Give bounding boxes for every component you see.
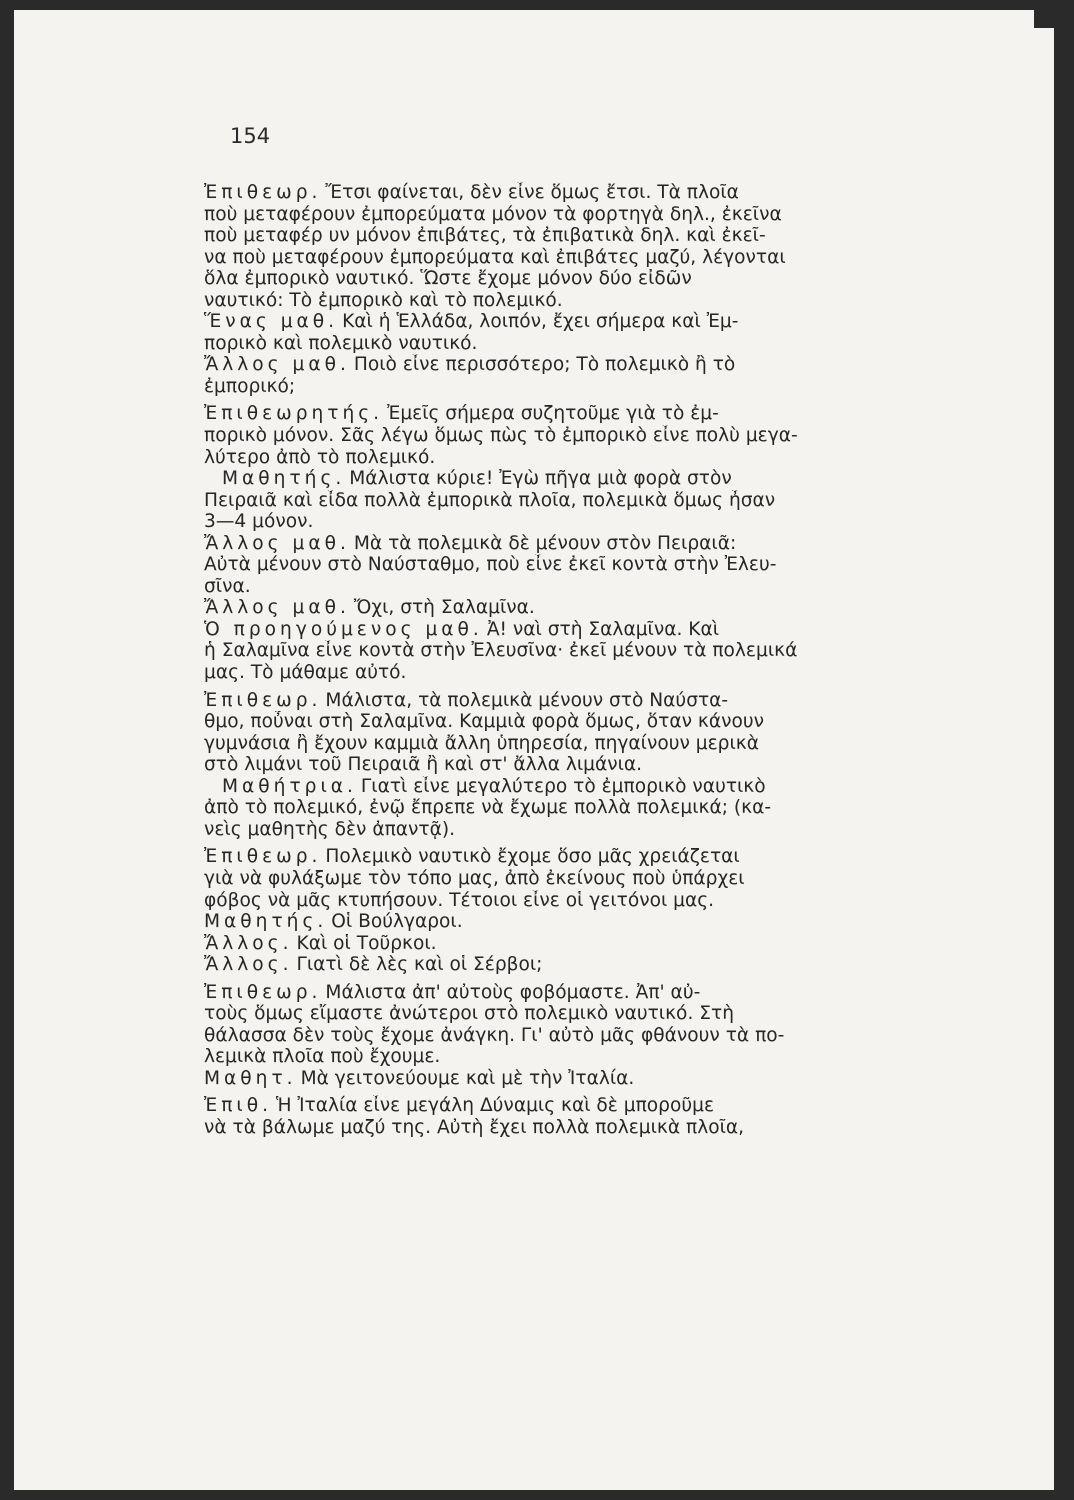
text-line [204, 311, 954, 333]
line-text: Μάλιστα, τὰ πολεμικὰ μένουν στὸ Ναύστα- [325, 689, 729, 711]
text-line [204, 819, 954, 841]
line-text: ἐμπορικό; [204, 375, 296, 397]
line-text: ἀπὸ τὸ πολεμικό, ἐνῷ ἔπρεπε νὰ ἔχωμε πολλὰ πολεμικά; (κα- [204, 797, 772, 819]
text-line [204, 619, 954, 641]
speaker-label: Ἐπιθεωρητής. [204, 403, 384, 425]
line-text: Οἱ Βούλγαροι. [331, 911, 463, 933]
text-line [204, 868, 954, 890]
text-line [204, 1068, 954, 1090]
text-line [204, 1117, 954, 1139]
text-line [204, 954, 954, 976]
text-line [204, 776, 954, 798]
line-text: νεὶς μαθητὴς δὲν ἀπαντᾷ). [204, 818, 456, 840]
speaker-label: Ἄλλος. [204, 954, 293, 976]
line-text: Πολεμικὸ ναυτικὸ ἔχομε ὅσο μᾶς χρειάζεται [325, 846, 740, 868]
line-text: Μάλιστα ἀπ' αὐτοὺς φοβόμαστε. Ἀπ' αὐ- [325, 981, 701, 1003]
speaker-label: Ὁ προηγούμενος μαθ. [204, 618, 483, 640]
line-text: Μὰ γειτονεύουμε καὶ μὲ τὴν Ἰταλία. [300, 1067, 635, 1089]
text-line [204, 711, 954, 733]
speaker-label: Ἐπιθεωρ. [204, 182, 322, 203]
line-text: Πειραιᾶ καὶ εἶδα πολλὰ ἐμπορικὰ πλοῖα, πολεμικὰ ὅμως ἦσαν [204, 489, 776, 511]
line-text: Καὶ οἱ Τοῦρκοι. [296, 932, 437, 954]
speaker-label: Ἐπιθεωρ. [204, 846, 322, 868]
speaker-label: Ἄλλος μαθ. [204, 597, 350, 619]
scanned-page [14, 10, 1054, 1490]
scan-border-corner [1034, 10, 1054, 28]
line-text: πορικὸ μόνον. Σᾶς λέγω ὅμως πὼς τὸ ἐμπορικὸ εἶνε πολὺ μεγα- [204, 425, 798, 447]
text-line [204, 425, 954, 447]
text-line [204, 511, 954, 533]
line-text: ὅλα ἐμπορικὸ ναυτικό. Ὥστε ἔχομε μόνον δύο εἰδῶν [204, 268, 692, 290]
line-text: λεμικὰ πλοῖα ποὺ ἔχουμε. [204, 1046, 441, 1068]
page-number: 154 [230, 124, 271, 148]
line-text: θμο, ποὖναι στὴ Σαλαμῖνα. Καμμιὰ φορὰ ὅμως, ὅταν κάνουν [204, 711, 765, 733]
text-line [204, 290, 954, 312]
line-text: θάλασσα δὲν τοὺς ἔχομε ἀνάγκη. Γι' αὐτὸ μᾶς φθάνουν τὰ πο- [204, 1024, 785, 1046]
speaker-label: Ἕνας μαθ. [204, 311, 339, 333]
text-line [204, 933, 954, 955]
text-line [204, 754, 954, 776]
line-text: Καὶ ἡ Ἑλλάδα, λοιπόν, ἔχει σήμερα καὶ Ἐμ- [342, 311, 739, 333]
speaker-label: Ἐπιθεωρ. [204, 981, 322, 1003]
speaker-label: Μαθητής. [222, 468, 346, 490]
line-text: να ποὺ μεταφέρουν ἐμπορεύματα καὶ ἐπιβάτες μαζύ, λέγονται [204, 246, 786, 268]
line-text: Μάλιστα κύριε! Ἐγὼ πῆγα μιὰ φορὰ στὸν [349, 468, 732, 490]
line-text: φόβος νὰ μᾶς κτυπήσουν. Τέτοιοι εἶνε οἱ γειτόνοι μας. [204, 889, 715, 911]
text-line [204, 982, 954, 1004]
line-text: γιὰ νὰ φυλάξωμε τὸν τόπο μας, ἀπὸ ἐκείνους ποὺ ὑπάρχει [204, 867, 745, 889]
speaker-label: Μαθητ. [204, 1067, 297, 1089]
text-line [204, 911, 954, 933]
speaker-label: Ἐπιθ. [204, 1095, 272, 1117]
line-text: Γιατὶ εἶνε μεγαλύτερο τὸ ἐμπορικὸ ναυτικὸ [360, 775, 766, 797]
speaker-label: Ἄλλος μαθ. [204, 354, 350, 376]
text-line [204, 268, 954, 290]
line-text: 3—4 μόνον. [204, 511, 314, 533]
line-text: Γιατὶ δὲ λὲς καὶ οἱ Σέρβοι; [296, 954, 543, 976]
line-text: λύτερο ἀπὸ τὸ πολεμικό. [204, 446, 436, 468]
line-text: Ἀ! ναὶ στὴ Σαλαμῖνα. Καὶ [486, 618, 720, 640]
text-line [204, 733, 954, 755]
text-line [204, 640, 954, 662]
text-line [204, 690, 954, 712]
text-line [204, 447, 954, 469]
text-line [204, 1025, 954, 1047]
text-line [204, 490, 954, 512]
speaker-label: Μαθήτρια. [222, 775, 357, 797]
speaker-label: Ἐπιθεωρ. [204, 689, 322, 711]
line-text: τοὺς ὅμως εἴμαστε ἀνώτεροι στὸ πολεμικὸ ναυτικό. Στὴ [204, 1003, 734, 1025]
text-line [204, 468, 954, 490]
speaker-label: Ἄλλος. [204, 932, 293, 954]
line-text: πορικὸ καὶ πολεμικὸ ναυτικό. [204, 332, 478, 354]
line-text: στὸ λιμάνι τοῦ Πειραιᾶ ἢ καὶ στ' ἄλλα λιμάνια. [204, 754, 643, 776]
text-line [204, 354, 954, 376]
line-text: νὰ τὰ βάλωμε μαζύ της. Αὐτὴ ἔχει πολλὰ πολεμικὰ πλοῖα, [204, 1116, 745, 1138]
text-line [204, 403, 954, 425]
speaker-label: Ἄλλος μαθ. [204, 532, 350, 554]
text-line [204, 576, 954, 598]
line-text: ποὺ μεταφέρ υν μόνον ἐπιβάτες, τὰ ἐπιβατικὰ δηλ. καὶ ἐκεῖ- [204, 225, 766, 247]
text-line [204, 1003, 954, 1025]
line-text: ναυτικό: Τὸ ἐμπορικὸ καὶ τὸ πολεμικό. [204, 289, 563, 311]
text-line [204, 554, 954, 576]
line-text: Ὄχι, στὴ Σαλαμῖνα. [353, 597, 535, 619]
text-line [204, 797, 954, 819]
text-line [204, 1095, 954, 1117]
line-text: Αὐτὰ μένουν στὸ Ναύσταθμο, ποὺ εἶνε ἐκεῖ κοντὰ στὴν Ἐλευ- [204, 554, 777, 576]
line-text: μας. Τὸ μάθαμε αὐτό. [204, 662, 407, 684]
text-line [204, 846, 954, 868]
text-line [204, 662, 954, 684]
speaker-label: Μαθητής. [204, 911, 328, 933]
text-line [204, 225, 954, 247]
text-line [204, 204, 954, 226]
line-text: Ἔτσι φαίνεται, δὲν εἶνε ὅμως ἔτσι. Τὰ πλοῖα [325, 182, 739, 203]
line-text: ποὺ μεταφέρουν ἐμπορεύματα μόνον τὰ φορτηγὰ δηλ., ἐκεῖνα [204, 203, 782, 225]
dialogue-text [204, 182, 954, 1139]
text-line [204, 333, 954, 355]
line-text: Ἡ Ἰταλία εἶνε μεγάλη Δύναμις καὶ δὲ μποροῦμε [276, 1095, 714, 1117]
text-line [204, 890, 954, 912]
line-text: γυμνάσια ἢ ἔχουν καμμιὰ ἄλλη ὑπηρεσία, πηγαίνουν μερικὰ [204, 732, 759, 754]
line-text: Ἐμεῖς σήμερα συζητοῦμε γιὰ τὸ ἐμ- [387, 403, 719, 425]
line-text: σῖνα. [204, 575, 251, 597]
text-line [204, 1046, 954, 1068]
text-line [204, 533, 954, 555]
text-line [204, 247, 954, 269]
text-line [204, 182, 954, 204]
line-text: Ποιὸ εἶνε περισσότερο; Τὸ πολεμικὸ ἢ τὸ [353, 354, 736, 376]
text-line [204, 597, 954, 619]
text-line [204, 376, 954, 398]
line-text: ἡ Σαλαμῖνα εἶνε κοντὰ στὴν Ἐλευσῖνα· ἐκεῖ μένουν τὰ πολεμικά [204, 640, 798, 662]
line-text: Μὰ τὰ πολεμικὰ δὲ μένουν στὸν Πειραιᾶ: [353, 532, 737, 554]
